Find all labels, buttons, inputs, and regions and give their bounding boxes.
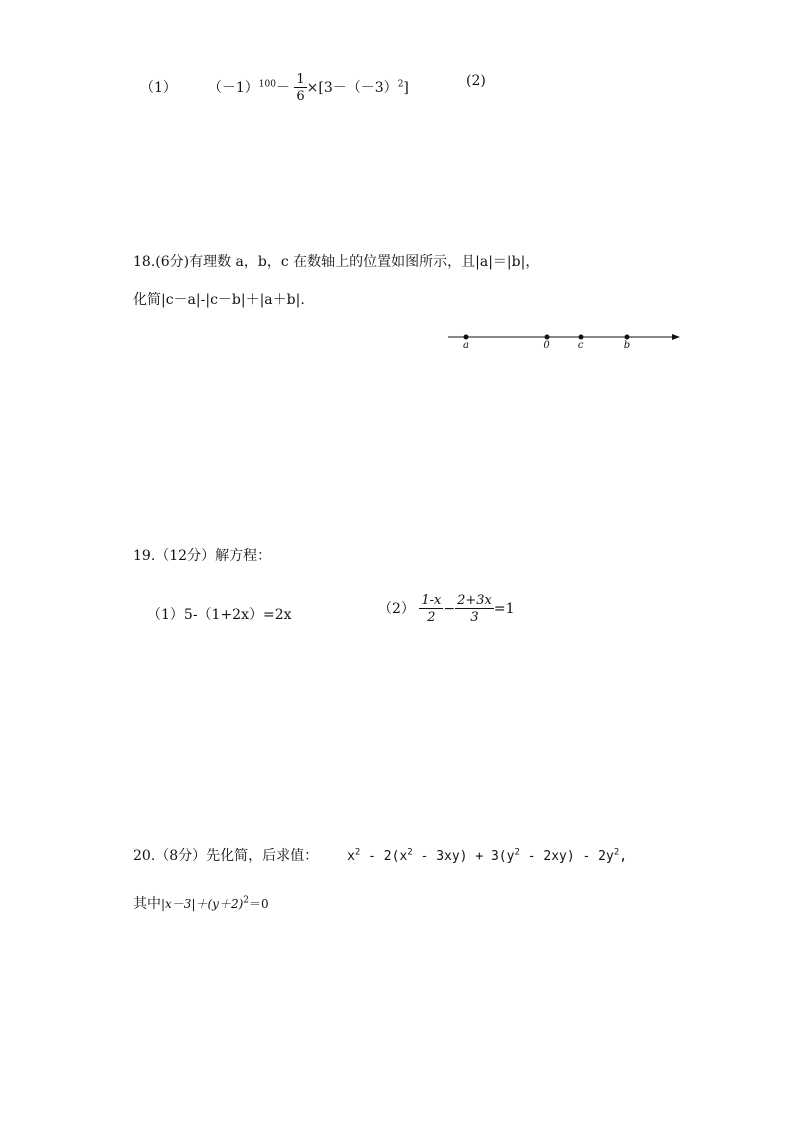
- q17-part1-base: （－1）: [207, 80, 259, 96]
- q19-eq2: [378, 594, 515, 624]
- number-line-point-0: [544, 335, 549, 340]
- q19-eq2-frac1-num: 1-x: [421, 593, 442, 608]
- q19-eq2-frac2-den: 3: [470, 610, 479, 625]
- q20-heading-line: [133, 845, 627, 865]
- q20-cond-rhs: ＝0: [249, 897, 269, 911]
- q19-eq2-minus: −: [443, 601, 456, 617]
- number-line-label-a: a: [463, 340, 469, 351]
- q20-expr-d-exp: 2: [613, 847, 620, 858]
- q20-cond-abs: |x－3|＋: [161, 897, 208, 911]
- q20-expr-end: ,: [619, 849, 628, 864]
- q20-expr-b-exp: 2: [407, 847, 413, 858]
- q20-cond-exp: 2: [243, 895, 250, 906]
- q17-part1-minus: －: [275, 80, 290, 96]
- number-line: [448, 328, 680, 354]
- q17-part1-rest: ×[3－（－3）: [306, 80, 398, 96]
- q20-cond-paren: (y＋2): [207, 897, 244, 911]
- q19-eq2-frac2: [455, 594, 494, 624]
- q20-expression: [347, 849, 627, 864]
- q19-eq2-label: （2）: [378, 601, 415, 617]
- number-line-point-a: [464, 335, 469, 340]
- q20-heading: 20.（8分）先化简，后求值：: [133, 848, 319, 864]
- number-line-point-b: [625, 335, 630, 340]
- q20-expr-c: - 3xy) + 3(y: [412, 849, 515, 864]
- q19-eq1: （1）5-（1+2x）=2x: [147, 607, 292, 623]
- q19-heading: 19.（12分）解方程：: [133, 548, 272, 564]
- q20-expr-a: x: [347, 849, 355, 864]
- q20-expr-c-exp: 2: [514, 847, 520, 858]
- q20-expr-a-exp: 2: [354, 847, 361, 858]
- q17-frac-num: 1: [296, 72, 305, 87]
- q20-cond-prefix: 其中: [133, 896, 161, 912]
- q18-line1: 18.(6分)有理数 a，b，c 在数轴上的位置如图所示，且|a|＝|b|，: [133, 254, 540, 270]
- q19-eq2-frac1-den: 2: [427, 610, 436, 625]
- q20-expr-b: - 2(x: [360, 849, 408, 864]
- number-line-label-c: c: [577, 340, 584, 351]
- q17-part1-close: ]: [403, 80, 409, 96]
- q19-eq2-rhs: =1: [493, 601, 515, 617]
- number-line-label-0: 0: [543, 340, 550, 351]
- q17-part2-label: (2): [466, 73, 486, 89]
- q17-fraction: [294, 73, 306, 103]
- number-line-label-b: b: [623, 340, 631, 351]
- q18-line2: 化简|c－a|-|c－b|＋|a＋b|.: [133, 292, 305, 308]
- q19-eq2-frac2-num: 2+3x: [457, 593, 492, 608]
- q17-part1-exp: 100: [258, 79, 276, 90]
- q20-condition: [133, 893, 269, 913]
- q17-part1: [140, 73, 409, 103]
- q17-frac-den: 6: [296, 89, 305, 104]
- q17-part1-label: （1）: [140, 80, 177, 96]
- q19-eq2-frac1: [419, 594, 443, 624]
- q17-part1-rest-exp: 2: [397, 79, 404, 90]
- number-line-axis: [448, 328, 680, 342]
- number-line-point-c: [578, 335, 583, 340]
- q20-expr-d: - 2xy) - 2y: [519, 849, 614, 864]
